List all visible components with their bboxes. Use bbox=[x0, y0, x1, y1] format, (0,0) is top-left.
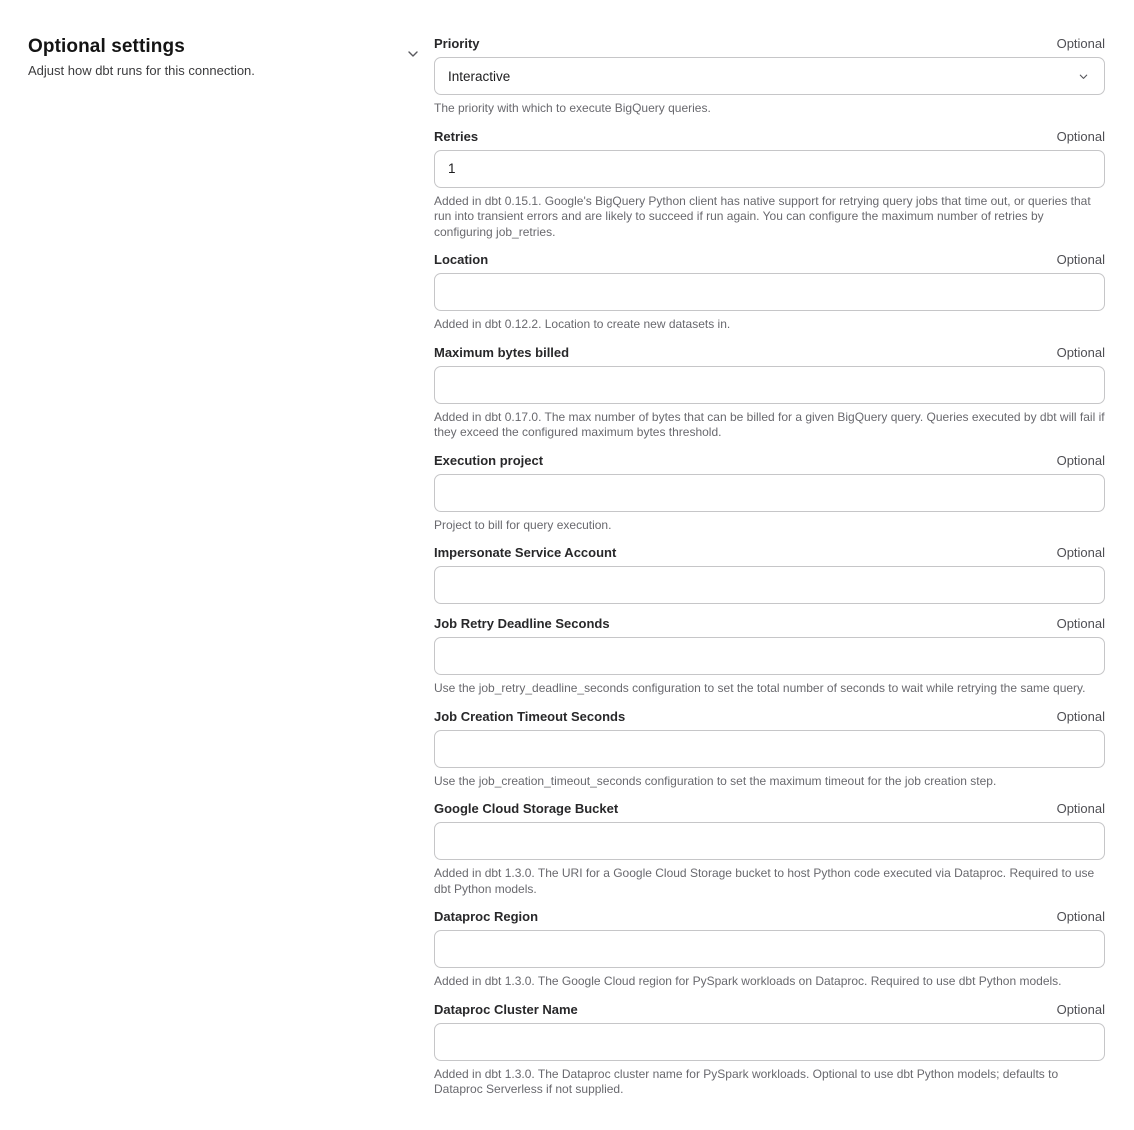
priority-select[interactable] bbox=[434, 57, 1105, 95]
dataproc-region-optional-badge: Optional bbox=[1056, 909, 1105, 924]
location-input[interactable] bbox=[434, 273, 1105, 311]
job-creation-timeout-seconds-optional-badge: Optional bbox=[1056, 708, 1105, 724]
impersonate-service-account-input[interactable] bbox=[434, 566, 1105, 604]
section-header bbox=[28, 36, 434, 78]
dataproc-cluster-name-input[interactable] bbox=[434, 1023, 1105, 1061]
retries-label: Retries bbox=[434, 128, 479, 144]
section-title: Optional settings bbox=[28, 36, 185, 57]
job-creation-timeout-seconds-label: Job Creation Timeout Seconds bbox=[434, 708, 626, 724]
maximum-bytes-billed-label: Maximum bytes billed bbox=[434, 344, 570, 360]
retries-optional-badge: Optional bbox=[1056, 128, 1105, 144]
section-header-text bbox=[28, 36, 255, 78]
impersonate-service-account-header bbox=[434, 545, 1105, 561]
job-retry-deadline-seconds-input[interactable] bbox=[434, 637, 1105, 675]
execution-project-input[interactable] bbox=[434, 474, 1105, 512]
location-optional-badge: Optional bbox=[1056, 252, 1105, 267]
dataproc-cluster-name-header bbox=[434, 1002, 1105, 1018]
field-maximum-bytes-billed bbox=[434, 345, 1105, 441]
dataproc-region-label: Dataproc Region bbox=[434, 909, 539, 924]
impersonate-service-account-label: Impersonate Service Account bbox=[434, 545, 617, 560]
retries-header bbox=[434, 129, 1105, 145]
dataproc-region-input[interactable] bbox=[434, 930, 1105, 968]
execution-project-label: Execution project bbox=[434, 452, 544, 468]
maximum-bytes-billed-input[interactable] bbox=[434, 366, 1105, 404]
dataproc-cluster-name-helper: Added in dbt 1.3.0. The Dataproc cluster name for PySpark workloads. Optional to use dbt Python models; defaults to Dataproc Serverless if not supplied. bbox=[434, 1066, 1059, 1096]
maximum-bytes-billed-helper: Added in dbt 0.17.0. The max number of bytes that can be billed for a given BigQuery query. Queries executed by dbt will fail if they exceed the configured maximum bytes threshold. bbox=[434, 409, 1105, 439]
dataproc-cluster-name-label: Dataproc Cluster Name bbox=[434, 1001, 578, 1017]
location-label: Location bbox=[434, 252, 489, 267]
field-priority bbox=[434, 36, 1105, 117]
dataproc-region-header bbox=[434, 909, 1105, 925]
priority-header bbox=[434, 36, 1105, 52]
field-job-creation-timeout-seconds bbox=[434, 709, 1105, 790]
location-helper: Added in dbt 0.12.2. Location to create new datasets in. bbox=[434, 317, 731, 331]
field-retries bbox=[434, 129, 1105, 241]
retries-input[interactable] bbox=[434, 150, 1105, 188]
execution-project-optional-badge: Optional bbox=[1056, 452, 1105, 468]
chevron-down-icon bbox=[1078, 71, 1089, 82]
priority-select-value: Interactive bbox=[448, 68, 511, 84]
priority-optional-badge: Optional bbox=[1056, 36, 1105, 51]
execution-project-helper: Project to bill for query execution. bbox=[434, 517, 612, 532]
job-retry-deadline-seconds-helper: Use the job_retry_deadline_seconds configuration to set the total number of seconds to wait while retrying the same query. bbox=[434, 681, 1086, 695]
maximum-bytes-billed-header bbox=[434, 345, 1105, 361]
optional-settings-form bbox=[434, 36, 1105, 1110]
priority-label: Priority bbox=[434, 36, 480, 51]
dataproc-cluster-name-optional-badge: Optional bbox=[1056, 1001, 1105, 1017]
job-retry-deadline-seconds-optional-badge: Optional bbox=[1056, 616, 1105, 631]
section-collapse-chevron-icon[interactable] bbox=[406, 47, 420, 61]
job-creation-timeout-seconds-helper: Use the job_creation_timeout_seconds configuration to set the maximum timeout for the job creation step. bbox=[434, 773, 997, 788]
job-creation-timeout-seconds-header bbox=[434, 709, 1105, 725]
section-description: Adjust how dbt runs for this connection. bbox=[28, 63, 255, 78]
location-header bbox=[434, 252, 1105, 268]
field-job-retry-deadline-seconds bbox=[434, 616, 1105, 697]
job-retry-deadline-seconds-header bbox=[434, 616, 1105, 632]
field-impersonate-service-account bbox=[434, 545, 1105, 604]
maximum-bytes-billed-optional-badge: Optional bbox=[1056, 344, 1105, 360]
job-retry-deadline-seconds-label: Job Retry Deadline Seconds bbox=[434, 616, 610, 631]
google-cloud-storage-bucket-header bbox=[434, 801, 1105, 817]
google-cloud-storage-bucket-label: Google Cloud Storage Bucket bbox=[434, 801, 619, 816]
job-creation-timeout-seconds-input[interactable] bbox=[434, 730, 1105, 768]
google-cloud-storage-bucket-input[interactable] bbox=[434, 822, 1105, 860]
field-location bbox=[434, 252, 1105, 333]
google-cloud-storage-bucket-helper: Added in dbt 1.3.0. The URI for a Google Cloud Storage bucket to host Python code executed via Dataproc. Required to use dbt Python models. bbox=[434, 866, 1095, 896]
retries-helper: Added in dbt 0.15.1. Google's BigQuery Python client has native support for retrying query jobs that time out, or queries that run into transient errors and are likely to succeed if run again. You can configure the maximum number of retries by configuring job_retries. bbox=[434, 193, 1091, 239]
impersonate-service-account-optional-badge: Optional bbox=[1056, 545, 1105, 560]
field-execution-project bbox=[434, 453, 1105, 534]
dataproc-region-helper: Added in dbt 1.3.0. The Google Cloud region for PySpark workloads on Dataproc. Required to use dbt Python models. bbox=[434, 974, 1062, 988]
google-cloud-storage-bucket-optional-badge: Optional bbox=[1056, 801, 1105, 816]
execution-project-header bbox=[434, 453, 1105, 469]
field-dataproc-cluster-name bbox=[434, 1002, 1105, 1098]
priority-helper: The priority with which to execute BigQuery queries. bbox=[434, 101, 711, 115]
field-google-cloud-storage-bucket bbox=[434, 801, 1105, 897]
field-dataproc-region bbox=[434, 909, 1105, 990]
